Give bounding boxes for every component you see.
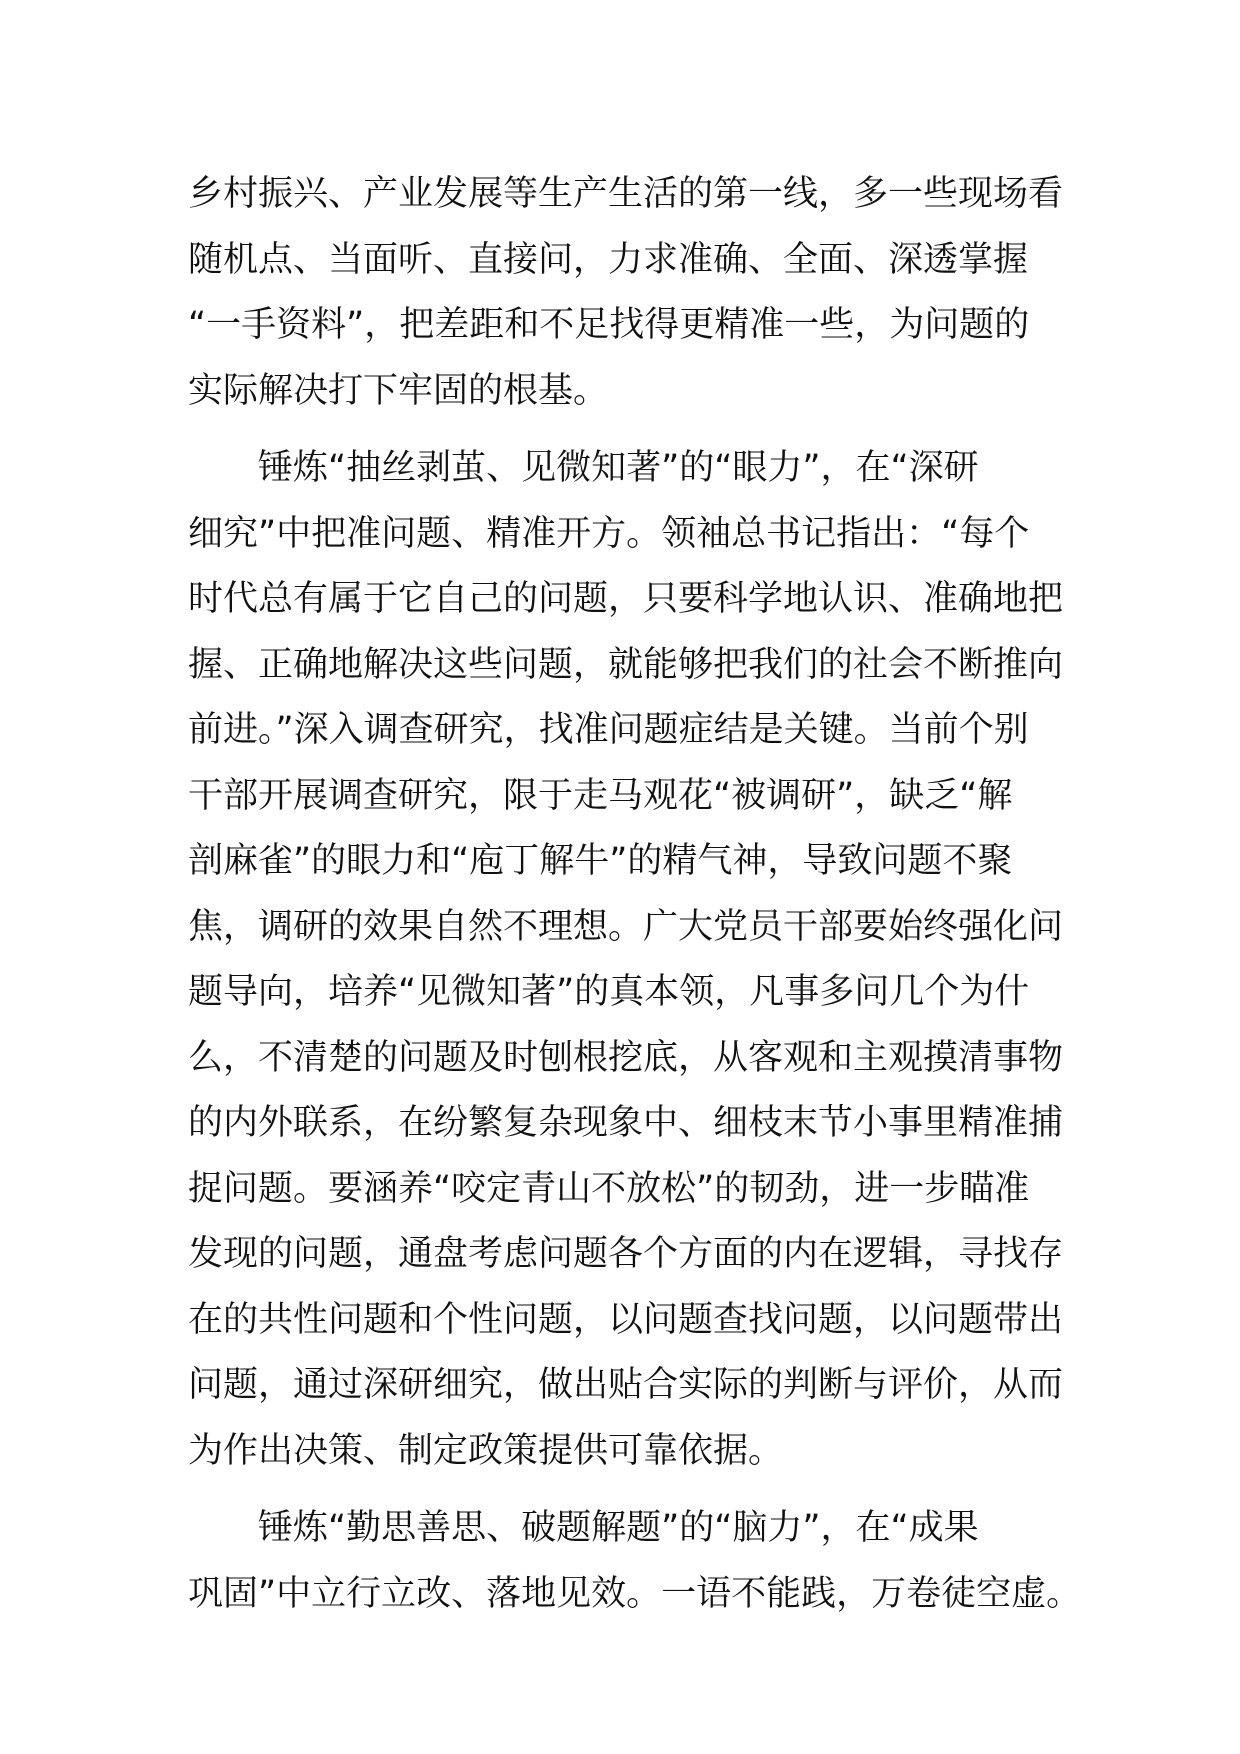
body-line: 握、正确地解决这些问题，就能够把我们的社会不断推向 — [188, 644, 1064, 685]
body-line: 为作出决策、制定政策提供可靠依据。 — [188, 1430, 784, 1471]
article-body — [188, 162, 1082, 1627]
body-line: 剖麻雀”的眼力和“庖丁解牛”的精气神，导致问题不聚 — [188, 841, 1013, 881]
body-line: 巩固”中立行立改、落地见效。一语不能践，万卷徒空虚。 — [188, 1573, 1082, 1614]
body-line: “一手资料”，把差距和不足找得更精准一些，为问题的 — [188, 305, 1030, 345]
body-line: 细究”中把准问题、精准开方。领袖总书记指出：“每个 — [188, 513, 1030, 554]
body-line: 么，不清楚的问题及时刨根挖底，从客观和主观摸清事物 — [188, 1037, 1064, 1078]
body-line: 实际解决打下牢固的根基。 — [188, 370, 609, 411]
body-line: 捉问题。要涵养“咬定青山不放松”的韧劲，进一步瞄准 — [188, 1168, 1030, 1209]
body-line: 前进。”深入调查研究，找准问题症结是关键。当前个别 — [188, 710, 1029, 750]
body-line: 乡村振兴、产业发展等生产生活的第一线，多一些现场看 — [188, 174, 1064, 214]
body-line: 干部开展调查研究，限于走马观花“被调研”，缺乏“解 — [188, 775, 1013, 816]
body-line: 焦，调研的效果自然不理想。广大党员干部要始终强化问 — [188, 906, 1064, 947]
body-line: 发现的问题，通盘考虑问题各个方面的内在逻辑，寻找存 — [188, 1234, 1064, 1274]
paragraph-start-line: 锤炼“勤思善思、破题解题”的“脑力”，在“成果 — [258, 1508, 979, 1548]
body-line: 在的共性问题和个性问题，以问题查找问题，以问题带出 — [188, 1299, 1064, 1340]
body-line: 随机点、当面听、直接问，力求准确、全面、深透掌握 — [188, 239, 1029, 280]
body-line: 时代总有属于它自己的问题，只要科学地认识、准确地把 — [188, 579, 1064, 619]
body-line: 题导向，培养“见微知著”的真本领，凡事多问几个为什 — [188, 972, 1030, 1012]
body-line: 问题，通过深研细究，做出贴合实际的判断与评价，从而 — [188, 1365, 1064, 1405]
body-line: 的内外联系，在纷繁复杂现象中、细枝末节小事里精准捕 — [188, 1103, 1064, 1143]
paragraph-start-line: 锤炼“抽丝剥茧、见微知著”的“眼力”，在“深研 — [258, 448, 979, 488]
